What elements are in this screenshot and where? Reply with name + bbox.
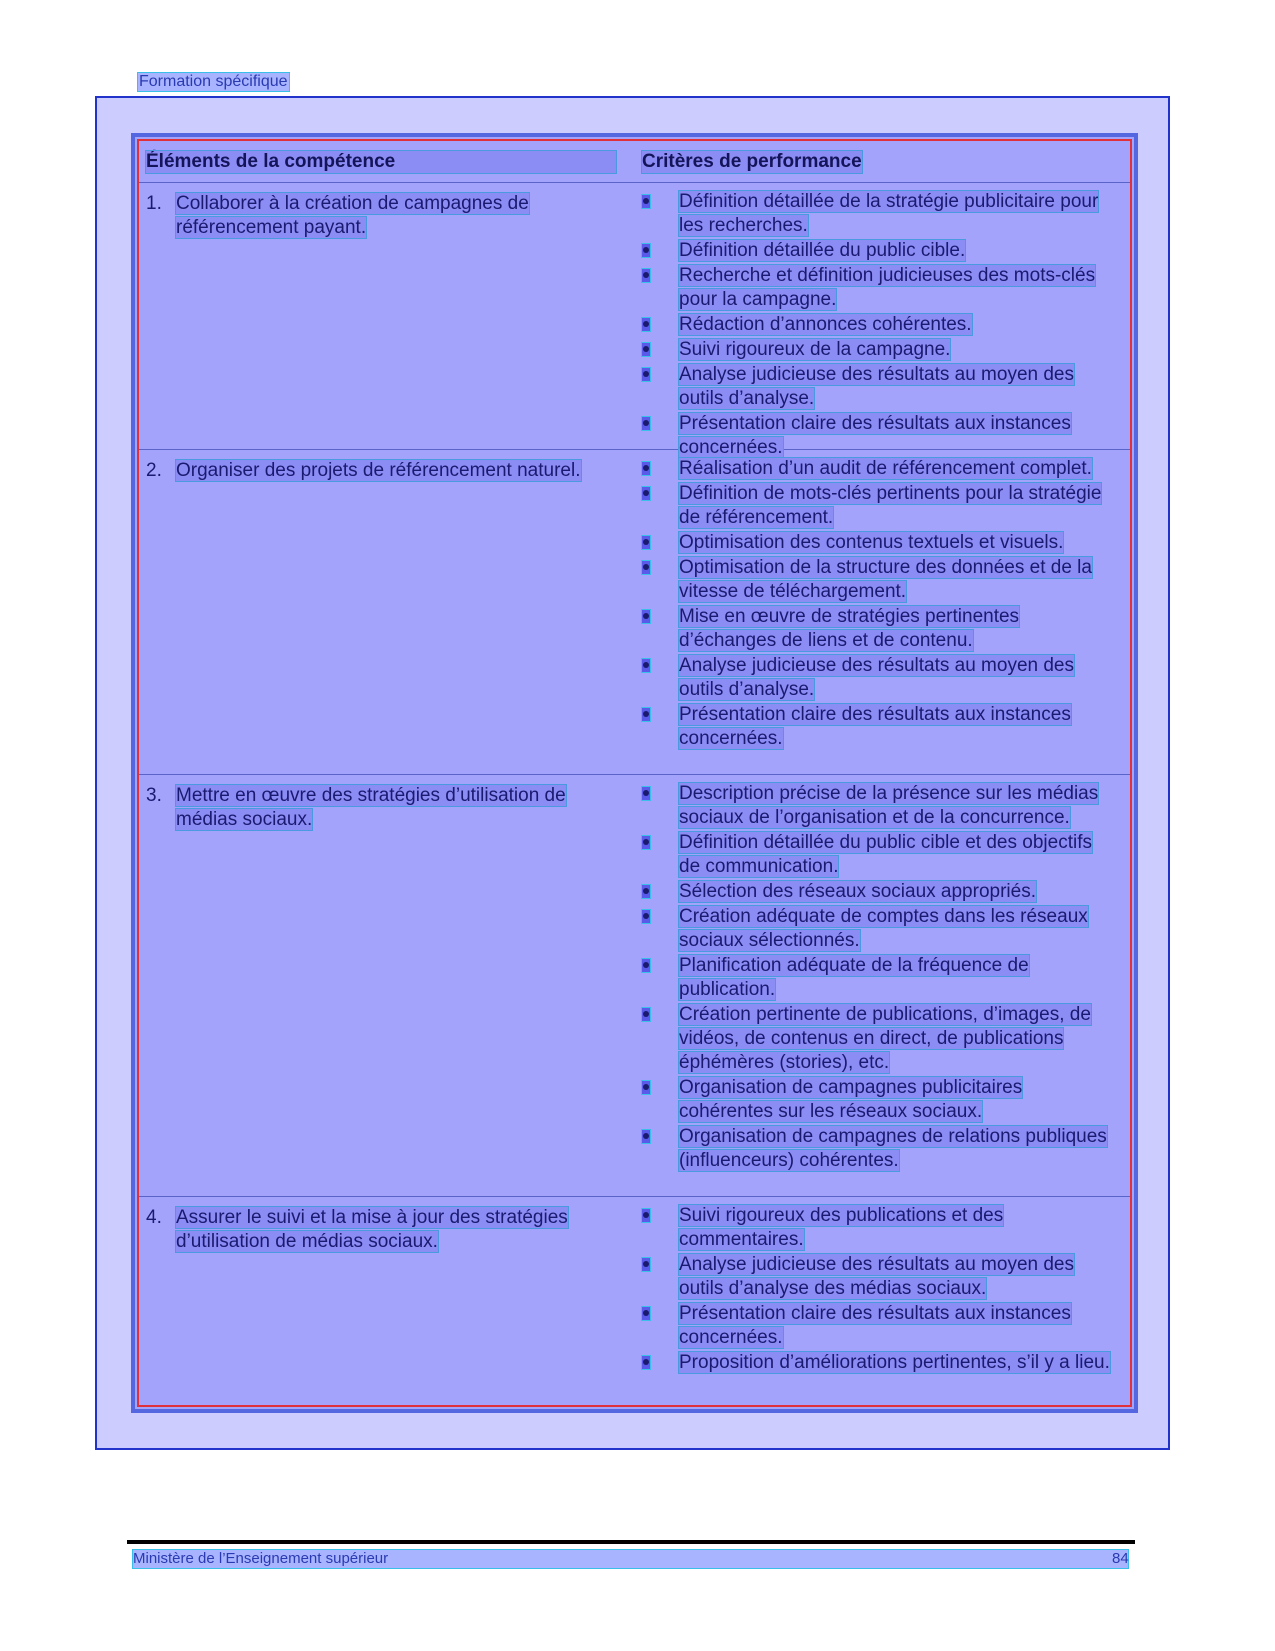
criterion-text: Planification adéquate de la fréquence de publication. xyxy=(679,955,1029,1000)
footer-divider xyxy=(127,1540,1135,1544)
criterion-text: Suivi rigoureux de la campagne. xyxy=(679,339,951,360)
bullet-icon xyxy=(642,959,650,972)
list-item xyxy=(642,531,1112,555)
criterion-text: Définition détaillée du public cible et des objectifs de communication. xyxy=(679,832,1092,877)
table-row xyxy=(139,450,1130,775)
list-item xyxy=(642,1302,1112,1350)
list-item xyxy=(642,457,1112,481)
bullet-icon xyxy=(642,610,650,623)
competence-element xyxy=(146,1206,631,1254)
bullet-icon xyxy=(642,910,650,923)
list-item xyxy=(642,831,1112,879)
page-number: 84 xyxy=(1112,1550,1129,1567)
column-header-criteria: Critères de performance xyxy=(642,151,862,172)
criterion-text: Présentation claire des résultats aux instances concernées. xyxy=(679,704,1071,749)
criterion-text: Sélection des réseaux sociaux appropriés. xyxy=(679,881,1036,902)
bullet-icon xyxy=(642,1307,650,1320)
list-item xyxy=(642,782,1112,830)
element-number: 4. xyxy=(146,1207,162,1228)
list-item xyxy=(642,363,1112,411)
criterion-text: Recherche et définition judicieuses des mots-clés pour la campagne. xyxy=(679,265,1096,310)
table-row xyxy=(139,183,1130,458)
list-item xyxy=(642,190,1112,238)
bullet-icon xyxy=(642,836,650,849)
criteria-list xyxy=(642,457,1112,752)
bullet-icon xyxy=(642,708,650,721)
bullet-icon xyxy=(642,1130,650,1143)
table-header-row xyxy=(139,141,1130,183)
element-text: Organiser des projets de référencement naturel. xyxy=(176,460,581,481)
list-item xyxy=(642,556,1112,604)
bullet-icon xyxy=(642,659,650,672)
criterion-text: Création pertinente de publications, d’images, de vidéos, de contenus en direct, de publications éphémères (stories), etc. xyxy=(679,1004,1091,1073)
list-item xyxy=(642,954,1112,1002)
bullet-icon xyxy=(642,195,650,208)
criterion-text: Création adéquate de comptes dans les réseaux sociaux sélectionnés. xyxy=(679,906,1088,951)
list-item xyxy=(642,239,1112,263)
list-item xyxy=(642,338,1112,362)
bullet-icon xyxy=(642,487,650,500)
criterion-text: Mise en œuvre de stratégies pertinentes d’échanges de liens et de contenu. xyxy=(679,606,1020,651)
competence-element xyxy=(146,192,631,240)
criterion-text: Analyse judicieuse des résultats au moyen des outils d’analyse des médias sociaux. xyxy=(679,1254,1075,1299)
list-item xyxy=(642,264,1112,312)
competence-element xyxy=(146,459,631,483)
criterion-text: Rédaction d’annonces cohérentes. xyxy=(679,314,972,335)
table-row xyxy=(139,775,1130,1197)
criterion-text: Organisation de campagnes de relations publiques (influenceurs) cohérentes. xyxy=(679,1126,1107,1171)
bullet-icon xyxy=(642,269,650,282)
list-item xyxy=(642,605,1112,653)
list-item xyxy=(642,905,1112,953)
criterion-text: Définition détaillée de la stratégie publicitaire pour les recherches. xyxy=(679,191,1099,236)
table-border xyxy=(137,139,1132,1407)
bullet-icon xyxy=(642,787,650,800)
element-text: Assurer le suivi et la mise à jour des stratégies d’utilisation de médias sociaux. xyxy=(176,1207,568,1252)
criterion-text: Proposition d’améliorations pertinentes, s’il y a lieu. xyxy=(679,1352,1110,1373)
list-item xyxy=(642,1204,1112,1252)
footer-ministry: Ministère de l’Enseignement supérieur xyxy=(133,1550,1128,1568)
bullet-icon xyxy=(642,1008,650,1021)
element-number: 1. xyxy=(146,193,162,214)
criterion-text: Optimisation des contenus textuels et visuels. xyxy=(679,532,1064,553)
criterion-text: Organisation de campagnes publicitaires cohérentes sur les réseaux sociaux. xyxy=(679,1077,1023,1122)
element-number: 2. xyxy=(146,460,162,481)
bullet-icon xyxy=(642,1356,650,1369)
column-header-elements: Éléments de la compétence xyxy=(146,151,616,173)
criterion-text: Présentation claire des résultats aux instances concernées. xyxy=(679,1303,1071,1348)
criterion-text: Analyse judicieuse des résultats au moyen des outils d’analyse. xyxy=(679,364,1075,409)
list-item xyxy=(642,1253,1112,1301)
list-item xyxy=(642,313,1112,337)
criterion-text: Description précise de la présence sur les médias sociaux de l’organisation et de la concurrence. xyxy=(679,783,1099,828)
criterion-text: Optimisation de la structure des données et de la vitesse de téléchargement. xyxy=(679,557,1092,602)
bullet-icon xyxy=(642,1081,650,1094)
criterion-text: Analyse judicieuse des résultats au moyen des outils d’analyse. xyxy=(679,655,1075,700)
bullet-icon xyxy=(642,561,650,574)
bullet-icon xyxy=(642,462,650,475)
list-item xyxy=(642,482,1112,530)
bullet-icon xyxy=(642,343,650,356)
bullet-icon xyxy=(642,885,650,898)
table-row xyxy=(139,1197,1130,1405)
criterion-text: Réalisation d’un audit de référencement complet. xyxy=(679,458,1092,479)
bullet-icon xyxy=(642,368,650,381)
bullet-icon xyxy=(642,536,650,549)
element-text: Collaborer à la création de campagnes de référencement payant. xyxy=(176,193,529,238)
list-item xyxy=(642,1351,1112,1375)
list-item xyxy=(642,1125,1112,1173)
element-text: Mettre en œuvre des stratégies d’utilisation de médias sociaux. xyxy=(176,785,566,830)
list-item xyxy=(642,880,1112,904)
bullet-icon xyxy=(642,318,650,331)
element-number: 3. xyxy=(146,785,162,806)
bullet-icon xyxy=(642,1209,650,1222)
criterion-text: Définition de mots-clés pertinents pour la stratégie de référencement. xyxy=(679,483,1102,528)
criterion-text: Présentation claire des résultats aux instances concernées. xyxy=(679,413,1071,458)
list-item xyxy=(642,1003,1112,1075)
bullet-icon xyxy=(642,244,650,257)
list-item xyxy=(642,703,1112,751)
criteria-list xyxy=(642,1204,1112,1376)
bullet-icon xyxy=(642,417,650,430)
list-item xyxy=(642,654,1112,702)
list-item xyxy=(642,1076,1112,1124)
competence-table xyxy=(131,133,1138,1413)
section-header: Formation spécifique xyxy=(139,73,288,90)
criterion-text: Définition détaillée du public cible. xyxy=(679,240,966,261)
criterion-text: Suivi rigoureux des publications et des commentaires. xyxy=(679,1205,1004,1250)
competence-element xyxy=(146,784,631,832)
criteria-list xyxy=(642,782,1112,1174)
bullet-icon xyxy=(642,1258,650,1271)
criteria-list xyxy=(642,190,1112,461)
